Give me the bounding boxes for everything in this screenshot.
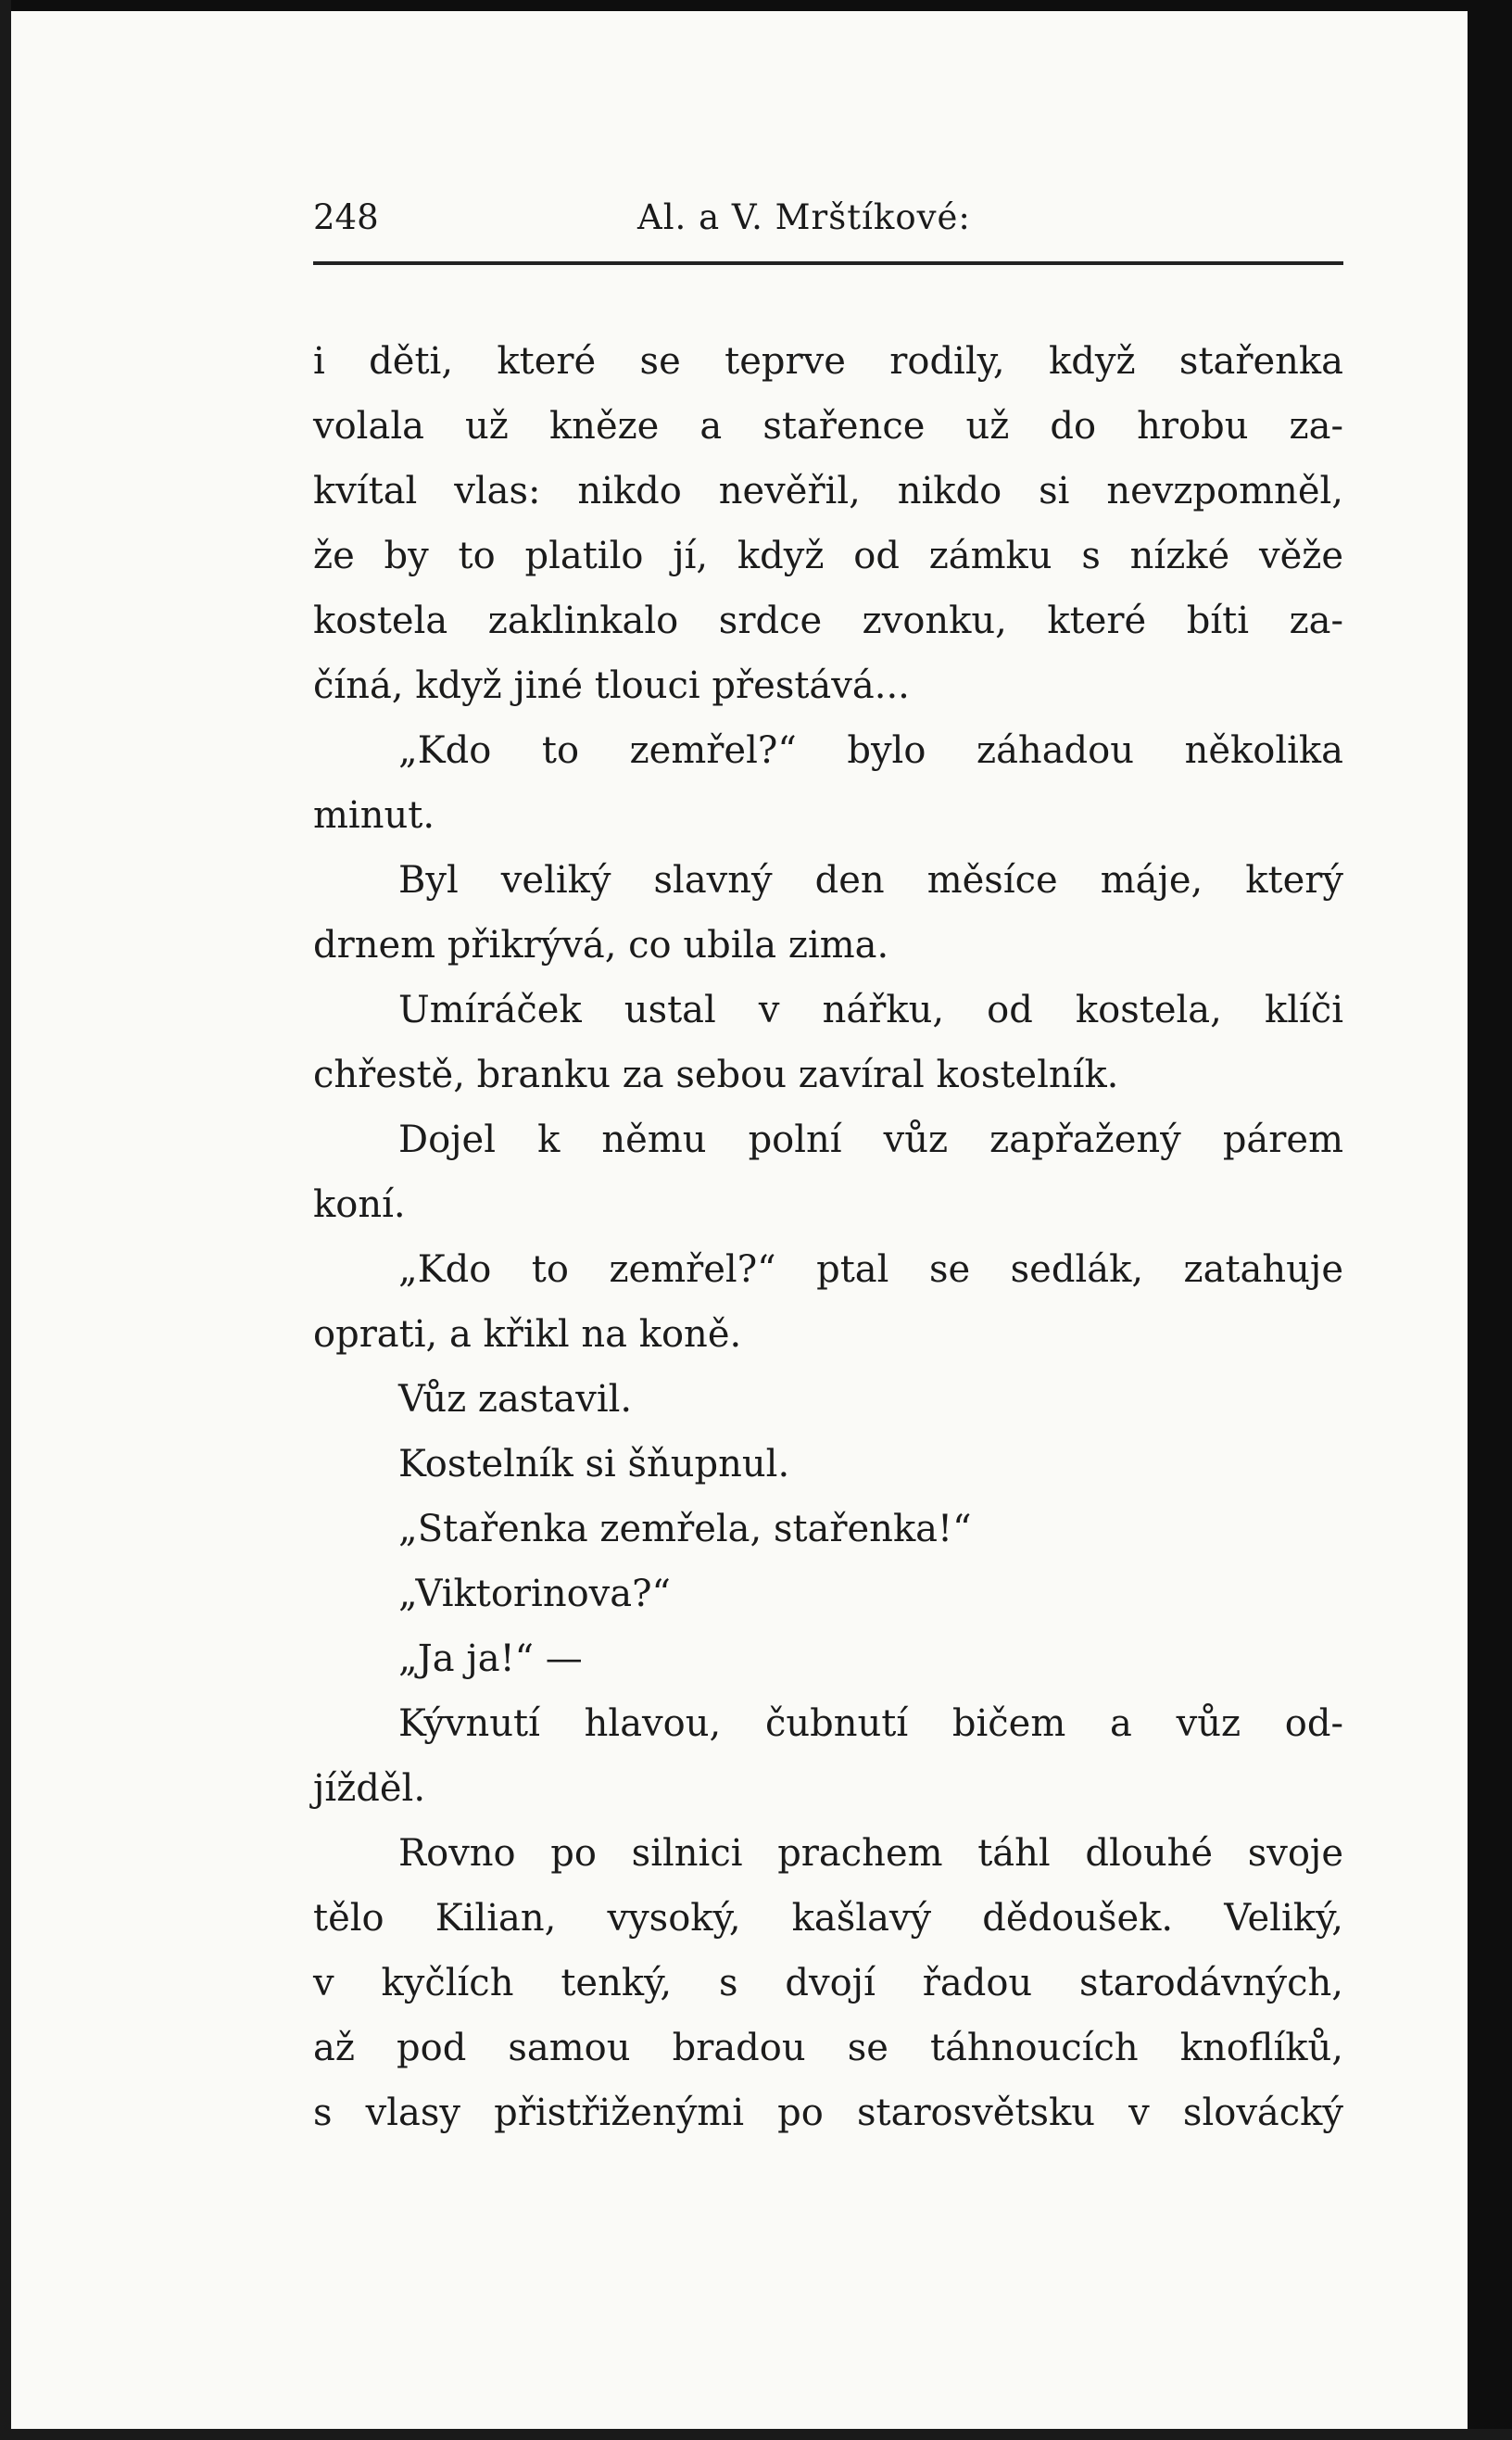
scan-edge-left — [0, 0, 11, 2440]
scan-edge-top — [0, 0, 1512, 11]
header-rule — [313, 261, 1343, 265]
text-line: jížděl. — [313, 1767, 426, 1810]
text-line: Dojel k němu polní vůz zapřažený párem — [398, 1119, 1343, 1161]
text-line: minut. — [313, 794, 435, 837]
text-line: Vůz zastavil. — [398, 1378, 633, 1421]
text-line: „Kdo to zemřel?“ bylo záhadou několika — [398, 729, 1343, 772]
text-line: „Viktorinova?“ — [398, 1573, 672, 1615]
text-line: kostela zaklinkalo srdce zvonku, které bíti za- — [313, 600, 1343, 642]
text-line: chřestě, branku za sebou zavíral kostelník. — [313, 1054, 1119, 1096]
text-line: volala už kněze a stařence už do hrobu za- — [313, 405, 1343, 448]
text-line: Kostelník si šňupnul. — [398, 1443, 790, 1485]
text-line: oprati, a křikl na koně. — [313, 1313, 742, 1356]
text-line: kvítal vlas: nikdo nevěřil, nikdo si nevzpomněl, — [313, 470, 1343, 512]
text-line: i děti, které se teprve rodily, když stařenka — [313, 340, 1343, 383]
text-line: v kyčlích tenký, s dvojí řadou starodávných, — [313, 1962, 1343, 2004]
text-line: že by to platilo jí, když od zámku s nízké věže — [313, 535, 1343, 577]
body-text — [313, 329, 1343, 2145]
text-line: až pod samou bradou se táhnoucích knoflíků, — [313, 2027, 1343, 2069]
running-head: Al. a V. Mrštíkové: — [637, 197, 971, 237]
text-line: drnem přikrývá, co ubila zima. — [313, 924, 889, 967]
text-line: Rovno po silnici prachem táhl dlouhé svoje — [398, 1832, 1343, 1875]
text-line: s vlasy přistřiženými po starosvětsku v slovácký — [313, 2092, 1343, 2134]
text-line: Byl veliký slavný den měsíce máje, který — [398, 859, 1343, 902]
page-number: 248 — [313, 197, 379, 237]
text-line: číná, když jiné tlouci přestává... — [313, 664, 910, 707]
text-line: Kývnutí hlavou, čubnutí bičem a vůz od- — [398, 1702, 1343, 1745]
text-line: „Ja ja!“ — — [398, 1637, 583, 1680]
page-header — [313, 190, 1343, 246]
text-line: Umíráček ustal v nářku, od kostela, klíči — [398, 989, 1343, 1031]
scan-edge-bottom — [0, 2429, 1512, 2440]
text-line: tělo Kilian, vysoký, kašlavý dědoušek. Veliký, — [313, 1897, 1343, 1940]
text-line: koní. — [313, 1183, 406, 1226]
text-line: „Stařenka zemřela, stařenka!“ — [398, 1508, 972, 1550]
text-line: „Kdo to zemřel?“ ptal se sedlák, zatahuje — [398, 1248, 1343, 1291]
scan-edge-right — [1468, 0, 1512, 2440]
